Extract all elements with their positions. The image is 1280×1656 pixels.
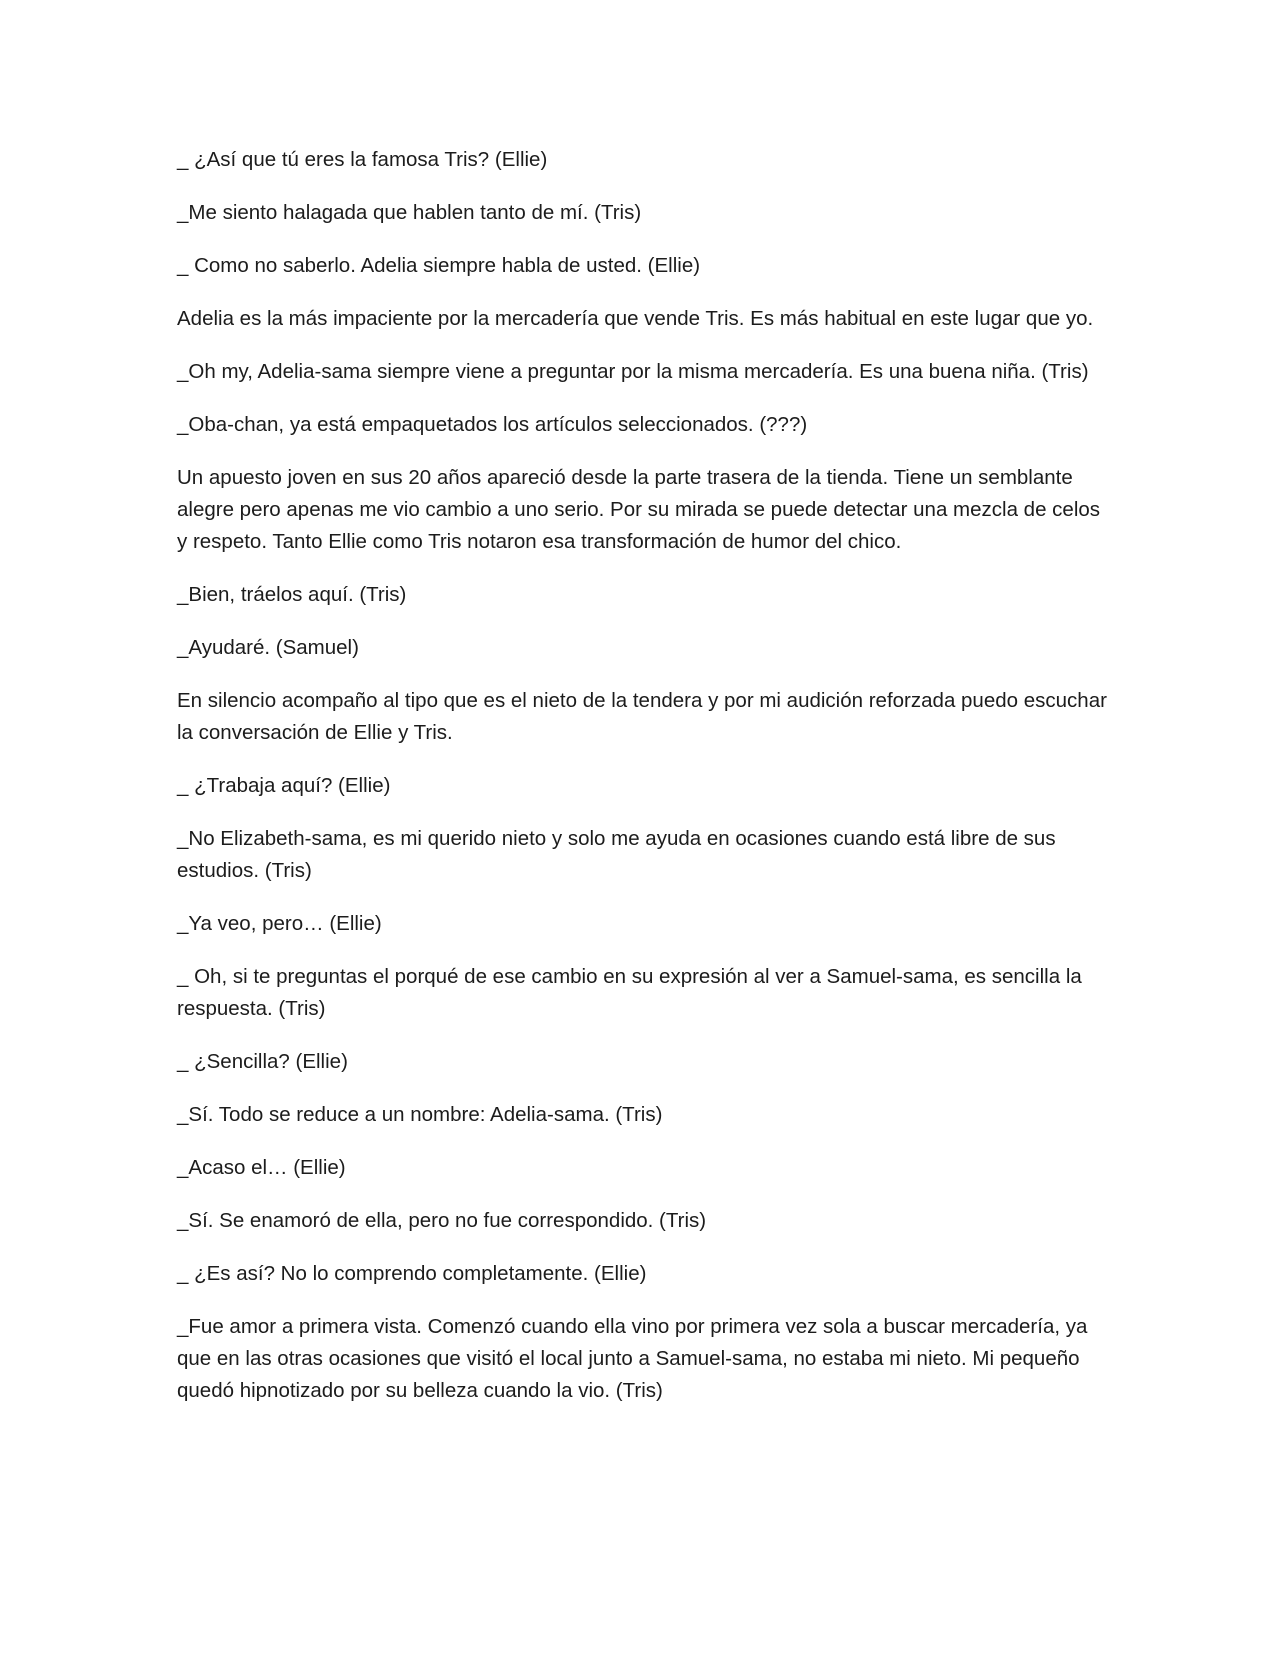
paragraph-2: _Me siento halagada que hablen tanto de mí. (Tris) [177,201,642,224]
paragraph-5: _Oh my, Adelia-sama siempre viene a preguntar por la misma mercadería. Es una buena niña. (Tris) [177,360,1089,383]
paragraph-7: Un apuesto joven en sus 20 años apareció desde la parte trasera de la tienda. Tiene un semblante alegre pero apenas me vio cambio a uno serio. Por su mirada se puede detectar una mezcla de celos y respeto. Tanto Ellie como Tris notaron esa transformación de humor del chico. [177,466,1101,553]
paragraph-17: _Acaso el… (Ellie) [177,1156,346,1179]
paragraph-11: _ ¿Trabaja aquí? (Ellie) [177,774,391,797]
paragraph-19: _ ¿Es así? No lo comprendo completamente. (Ellie) [177,1262,647,1285]
document-body [177,144,1107,1428]
paragraph-15: _ ¿Sencilla? (Ellie) [177,1050,348,1073]
paragraph-10: En silencio acompaño al tipo que es el nieto de la tendera y por mi audición reforzada puedo escuchar la conversación de Ellie y Tris. [177,689,1107,744]
paragraph-20: _Fue amor a primera vista. Comenzó cuando ella vino por primera vez sola a buscar mercadería, ya que en las otras ocasiones que visitó el local junto a Samuel-sama, no estaba mi nieto. Mi pequeño quedó hipnotizado por su belleza cuando la vio. (Tris) [177,1315,1088,1402]
paragraph-12: _No Elizabeth-sama, es mi querido nieto y solo me ayuda en ocasiones cuando está libre de sus estudios. (Tris) [177,827,1056,882]
paragraph-3: _ Como no saberlo. Adelia siempre habla de usted. (Ellie) [177,254,701,277]
paragraph-6: _Oba-chan, ya está empaquetados los artículos seleccionados. (???) [177,413,808,436]
paragraph-9: _Ayudaré. (Samuel) [177,636,359,659]
paragraph-4: Adelia es la más impaciente por la mercadería que vende Tris. Es más habitual en este lugar que yo. [177,307,1094,330]
paragraph-18: _Sí. Se enamoró de ella, pero no fue correspondido. (Tris) [177,1209,707,1232]
paragraph-16: _Sí. Todo se reduce a un nombre: Adelia-sama. (Tris) [177,1103,663,1126]
paragraph-8: _Bien, tráelos aquí. (Tris) [177,583,407,606]
paragraph-13: _Ya veo, pero… (Ellie) [177,912,382,935]
paragraph-14: _ Oh, si te preguntas el porqué de ese cambio en su expresión al ver a Samuel-sama, es sencilla la respuesta. (Tris) [177,965,1082,1020]
paragraph-1: _ ¿Así que tú eres la famosa Tris? (Ellie) [177,148,548,171]
